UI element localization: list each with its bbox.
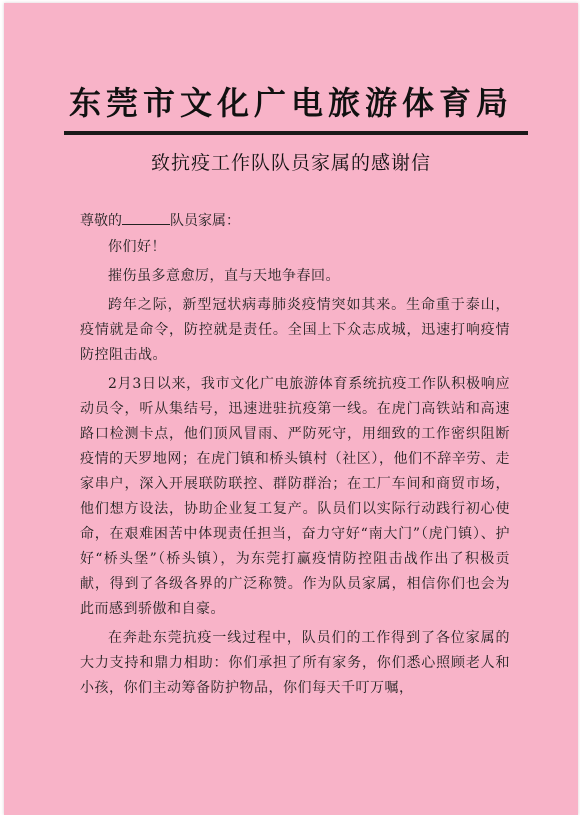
poem-line-paragraph: 摧伤虽多意愈厉，直与天地争春回。 [108, 268, 340, 284]
letter-body [80, 235, 510, 705]
letter-paper [4, 3, 578, 815]
salutation [80, 210, 240, 232]
epidemic-intro-paragraph: 跨年之际，新型冠状病毒肺炎疫情突如其来。生命重于泰山，疫情就是命令，防控就是责任。全国上下众志成城，迅速打响疫情防控阻击战。 [80, 297, 510, 363]
greeting-paragraph: 你们好！ [108, 239, 166, 255]
family-support-paragraph: 在奔赴东莞抗疫一线过程中，队员们的工作得到了各位家属的大力支持和鼎力相助：你们承担了所有家务，你们悉心照顾老人和小孩，你们主动筹备防护物品，你们每天千叮万嘱， [80, 630, 510, 696]
salutation-prefix: 尊敬的 [80, 213, 122, 229]
name-blank [122, 210, 170, 225]
organization-heading: 东莞市文化广电旅游体育局 [68, 84, 513, 122]
heading-rule [64, 131, 528, 135]
team-work-paragraph: 2月3日以来，我市文化广电旅游体育系统抗疫工作队积极响应动员令，听从集结号，迅速进驻抗疫第一线。在虎门高铁站和高速路口检测卡点，他们顶风冒雨、严防死守，用细致的工作密织阻断疫情的天罗地网；在虎门镇和桥头镇村（社区），他们不辞辛劳、走家串户，深入开展联防联控、群防群治；在工厂车间和商贸市场，他们想方设法，协助企业复工复产。队员们以实际行动践行初心使命，在艰难困苦中体现责任担当，奋力守好“南大门”（虎门镇）、护好“桥头堡”（桥头镇），为东莞打赢疫情防控阻击战作出了积极贡献，得到了各级各界的广泛称赞。作为队员家属，相信你们也会为此而感到骄傲和自豪。 [80, 376, 510, 617]
salutation-suffix: 队员家属： [170, 213, 240, 229]
letter-title: 致抗疫工作队队员家属的感谢信 [150, 152, 431, 174]
